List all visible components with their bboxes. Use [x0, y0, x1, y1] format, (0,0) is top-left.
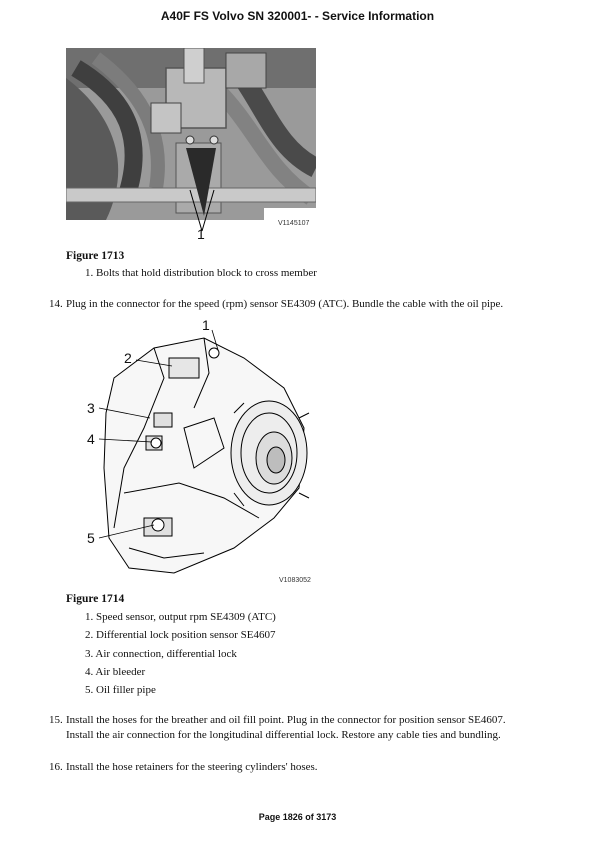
figure-1714-item-3: 3. Air connection, differential lock: [85, 648, 237, 660]
step-15-number: 15.: [49, 714, 63, 726]
figure-1714-transfer-case-drawing: [84, 318, 324, 586]
page-footer: Page 1826 of 3173: [258, 812, 337, 822]
page-header: A40F FS Volvo SN 320001- - Service Information: [160, 9, 435, 23]
figure-1714-callout-4: 4: [87, 431, 95, 447]
step-14-number: 14.: [49, 298, 63, 310]
figure-1713-code: V1145107: [278, 220, 310, 227]
callout-leader-lines: [66, 98, 316, 126]
step-14: [49, 297, 569, 312]
figure-1714-title: Figure 1714: [66, 593, 125, 605]
step-16-text: Install the hose retainers for the steering cylinders' hoses.: [66, 761, 318, 773]
figure-1714-callout-3: 3: [87, 400, 95, 416]
figure-1714-code: V1083052: [279, 577, 311, 584]
figure-1714-callout-1: 1: [202, 317, 210, 333]
figure-1714-callout-2: 2: [124, 350, 132, 366]
step-14-text: Plug in the connector for the speed (rpm) sensor SE4309 (ATC). Bundle the cable with the oil pipe.: [66, 298, 504, 310]
step-16: [49, 760, 569, 775]
step-15: [49, 713, 569, 743]
step-15-line-1: Install the hoses for the breather and oil fill point. Plug in the connector for position sensor SE4607.: [66, 714, 506, 726]
figure-1714-item-4: 4. Air bleeder: [85, 666, 146, 678]
figure-1714-item-5: 5. Oil filler pipe: [85, 684, 156, 696]
figure-1714-callout-5: 5: [87, 530, 95, 546]
figure-1713-title: Figure 1713: [66, 250, 125, 262]
step-16-number: 16.: [49, 761, 63, 773]
figure-1714-item-1: 1. Speed sensor, output rpm SE4309 (ATC): [85, 611, 276, 623]
step-15-line-2: Install the air connection for the longitudinal differential lock. Restore any cable ties and bundling.: [66, 729, 501, 741]
figure-1713-item-1: 1. Bolts that hold distribution block to cross member: [85, 267, 317, 279]
figure-1713-callout-1: 1: [197, 226, 205, 242]
figure-1714-item-2: 2. Differential lock position sensor SE4607: [85, 629, 276, 641]
